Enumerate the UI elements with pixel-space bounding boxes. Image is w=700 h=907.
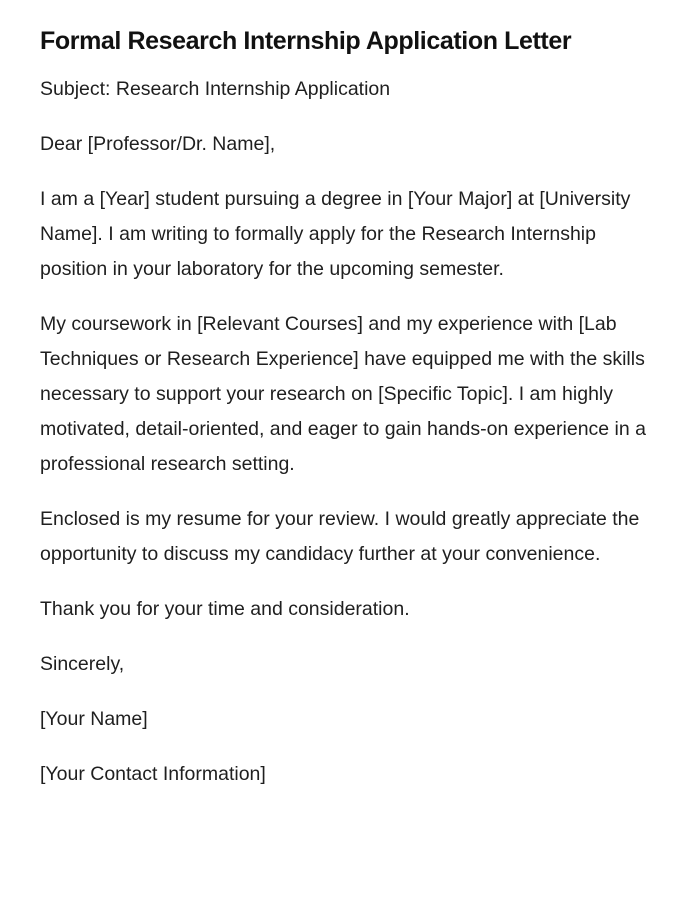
letter-paragraph-intro: I am a [Year] student pursuing a degree in [Your Major] at [University Name]. I am writing to formally apply for the Research Internship position in your laboratory for the upcoming semester.	[40, 188, 631, 280]
letter-subject: Subject: Research Internship Application	[40, 78, 391, 100]
letter-closing: Sincerely,	[40, 653, 125, 675]
document-title: Formal Research Internship Application Letter	[40, 27, 572, 55]
letter-salutation: Dear [Professor/Dr. Name],	[40, 133, 276, 155]
signature-name: [Your Name]	[40, 708, 148, 730]
signature-contact: [Your Contact Information]	[40, 763, 266, 785]
letter-paragraph-qualifications: My coursework in [Relevant Courses] and my experience with [Lab Techniques or Research Experience] have equipped me with the skills necessary to support your research on [Specific Topic]. I am highly motivated, detail-oriented, and eager to gain hands-on experience in a professional research setting.	[40, 313, 646, 475]
letter-paragraph-enclosure: Enclosed is my resume for your review. I would greatly appreciate the opportunity to discuss my candidacy further at your convenience.	[40, 508, 640, 565]
letter-paragraph-thanks: Thank you for your time and consideration.	[40, 598, 410, 620]
